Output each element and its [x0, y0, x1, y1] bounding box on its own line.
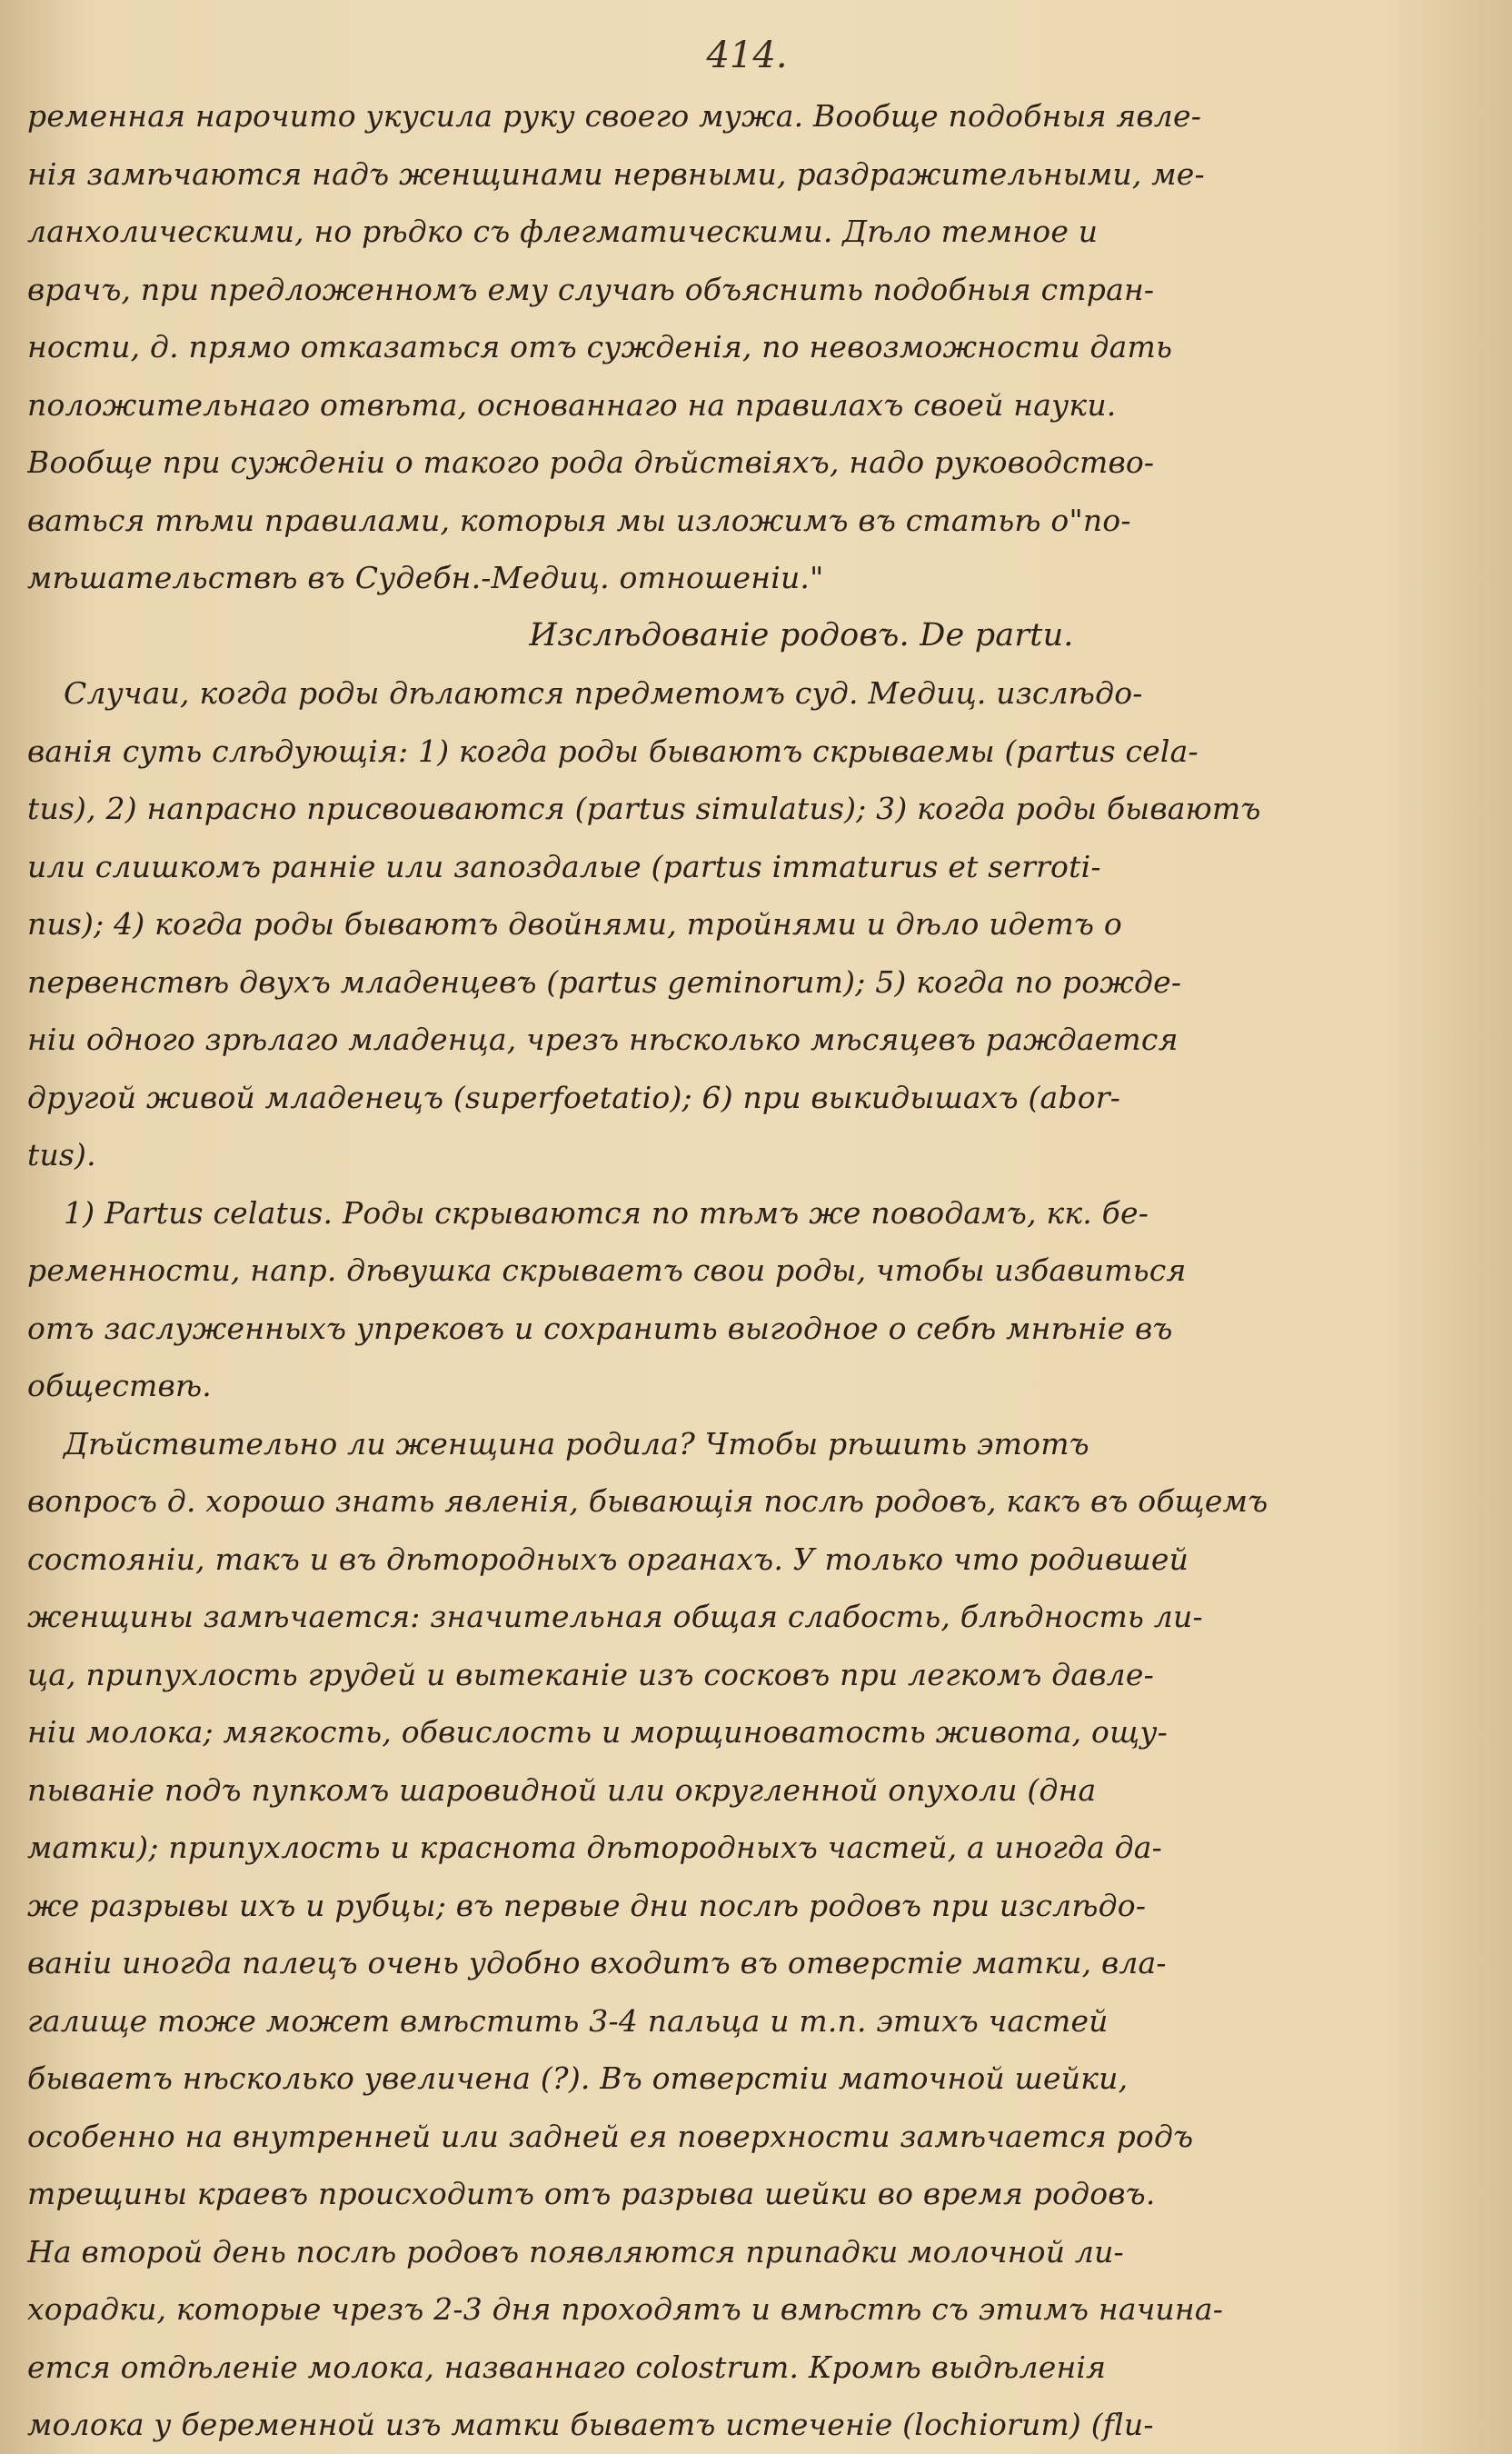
text-line: бываетъ нѣсколько увеличена (?). Въ отверстіи маточной шейки,	[27, 2060, 1129, 2096]
text-line: ніи одного зрѣлаго младенца, чрезъ нѣсколько мѣсяцевъ раждается	[27, 1022, 1179, 1057]
text-line: женщины замѣчается: значительная общая слабость, блѣдность ли-	[27, 1599, 1203, 1634]
text-line: ланхолическими, но рѣдко съ флегматическими. Дѣло темное и	[27, 214, 1099, 249]
text-line: ваніи иногда палецъ очень удобно входитъ въ отверстіе матки, вла-	[27, 1945, 1167, 1980]
text-line: ременности, напр. дѣвушка скрываетъ свои роды, чтобы избавиться	[27, 1252, 1187, 1288]
text-line: трещины краевъ происходитъ отъ разрыва шейки во время родовъ.	[27, 2176, 1156, 2211]
text-line: ности, д. прямо отказаться отъ сужденія, по невозможности дать	[27, 329, 1173, 364]
text-line: врачъ, при предложенномъ ему случаѣ объяснить подобныя стран-	[27, 271, 1155, 307]
text-line: отъ заслуженныхъ упрековъ и сохранить выгодное о себѣ мнѣніе въ	[27, 1310, 1173, 1346]
text-line: Дѣйствительно ли женщина родила? Чтобы рѣшить этотъ	[64, 1425, 1089, 1461]
text-line: ваться тѣми правилами, которыя мы изложимъ въ статьѣ о"по-	[27, 502, 1131, 538]
text-line: ца, припухлость грудей и вытеканіе изъ сосковъ при легкомъ давле-	[27, 1656, 1154, 1692]
text-line: положительнаго отвѣта, основаннаго на правилахъ своей науки.	[27, 386, 1117, 423]
text-line: же разрывы ихъ и рубцы; въ первые дни послѣ родовъ при изслѣдо-	[27, 1887, 1147, 1923]
text-line: nus); 4) когда роды бываютъ двойнями, тройнями и дѣло идетъ о	[27, 906, 1122, 942]
text-line: tus), 2) напрасно присвоиваются (partus simulatus); 3) когда роды бываютъ	[27, 791, 1261, 826]
text-line: пываніе подъ пупкомъ шаровидной или округленной опухоли (дна	[27, 1771, 1097, 1808]
text-line: особенно на внутренней или задней ея поверхности замѣчается родъ	[27, 2118, 1194, 2154]
text-line: На второй день послѣ родовъ появляются припадки молочной ли-	[27, 2233, 1124, 2269]
text-line: нія замѣчаются надъ женщинами нервными, раздражительными, ме-	[27, 155, 1205, 192]
text-line: 1) Partus celatus. Роды скрываются по тѣмъ же поводамъ, кк. бе-	[64, 1194, 1149, 1231]
text-line: состояніи, такъ и въ дѣтородныхъ органахъ. У только что родившей	[27, 1541, 1189, 1577]
manuscript-text	[27, 87, 1467, 2454]
text-line: мѣшательствѣ въ Судебн.-Медиц. отношеніи."	[27, 560, 824, 595]
text-line: ванія суть слѣдующія: 1) когда роды бываютъ скрываемы (partus cela-	[27, 733, 1199, 769]
text-line: Вообще при сужденіи о такого рода дѣйствіяхъ, надо руководство-	[27, 444, 1155, 480]
text-line: другой живой младенецъ (superfoetatio); 6) при выкидышахъ (abor-	[27, 1079, 1121, 1115]
text-line: хорадки, которые чрезъ 2-3 дня проходятъ и вмѣстѣ съ этимъ начина-	[27, 2291, 1224, 2327]
text-line: или слишкомъ ранніе или запоздалые (partus immaturus et serroti-	[27, 848, 1101, 884]
text-line: вопросъ д. хорошо знать явленія, бывающія послѣ родовъ, какъ въ общемъ	[27, 1483, 1268, 1519]
text-line: ется отдѣленіе молока, названнаго colostrum. Кромѣ выдѣленія	[27, 2349, 1107, 2385]
text-line: tus).	[27, 1137, 96, 1172]
text-line: ніи молока; мягкость, обвислость и морщиноватость живота, ощу-	[27, 1714, 1169, 1750]
text-line: матки); припухлость и краснота дѣтородныхъ частей, а иногда да-	[27, 1830, 1162, 1865]
text-line: ременная нарочито укусила руку своего мужа. Вообще подобныя явле-	[27, 98, 1202, 134]
text-line: первенствѣ двухъ младенцевъ (partus geminorum); 5) когда по рожде-	[27, 963, 1182, 1000]
text-line: молока у беременной изъ матки бываетъ истеченіе (lochiorum) (flu-	[27, 2407, 1154, 2442]
text-line: обществѣ.	[27, 1368, 212, 1403]
text-line: галище тоже может вмѣстить 3-4 пальца и т.п. этихъ частей	[27, 2002, 1109, 2039]
page-number: 414.	[706, 35, 788, 76]
section-heading: Изслѣдованіе родовъ. De partu.	[529, 616, 1074, 653]
text-line: Случаи, когда роды дѣлаются предметомъ суд. Медиц. изслѣдо-	[64, 675, 1143, 711]
